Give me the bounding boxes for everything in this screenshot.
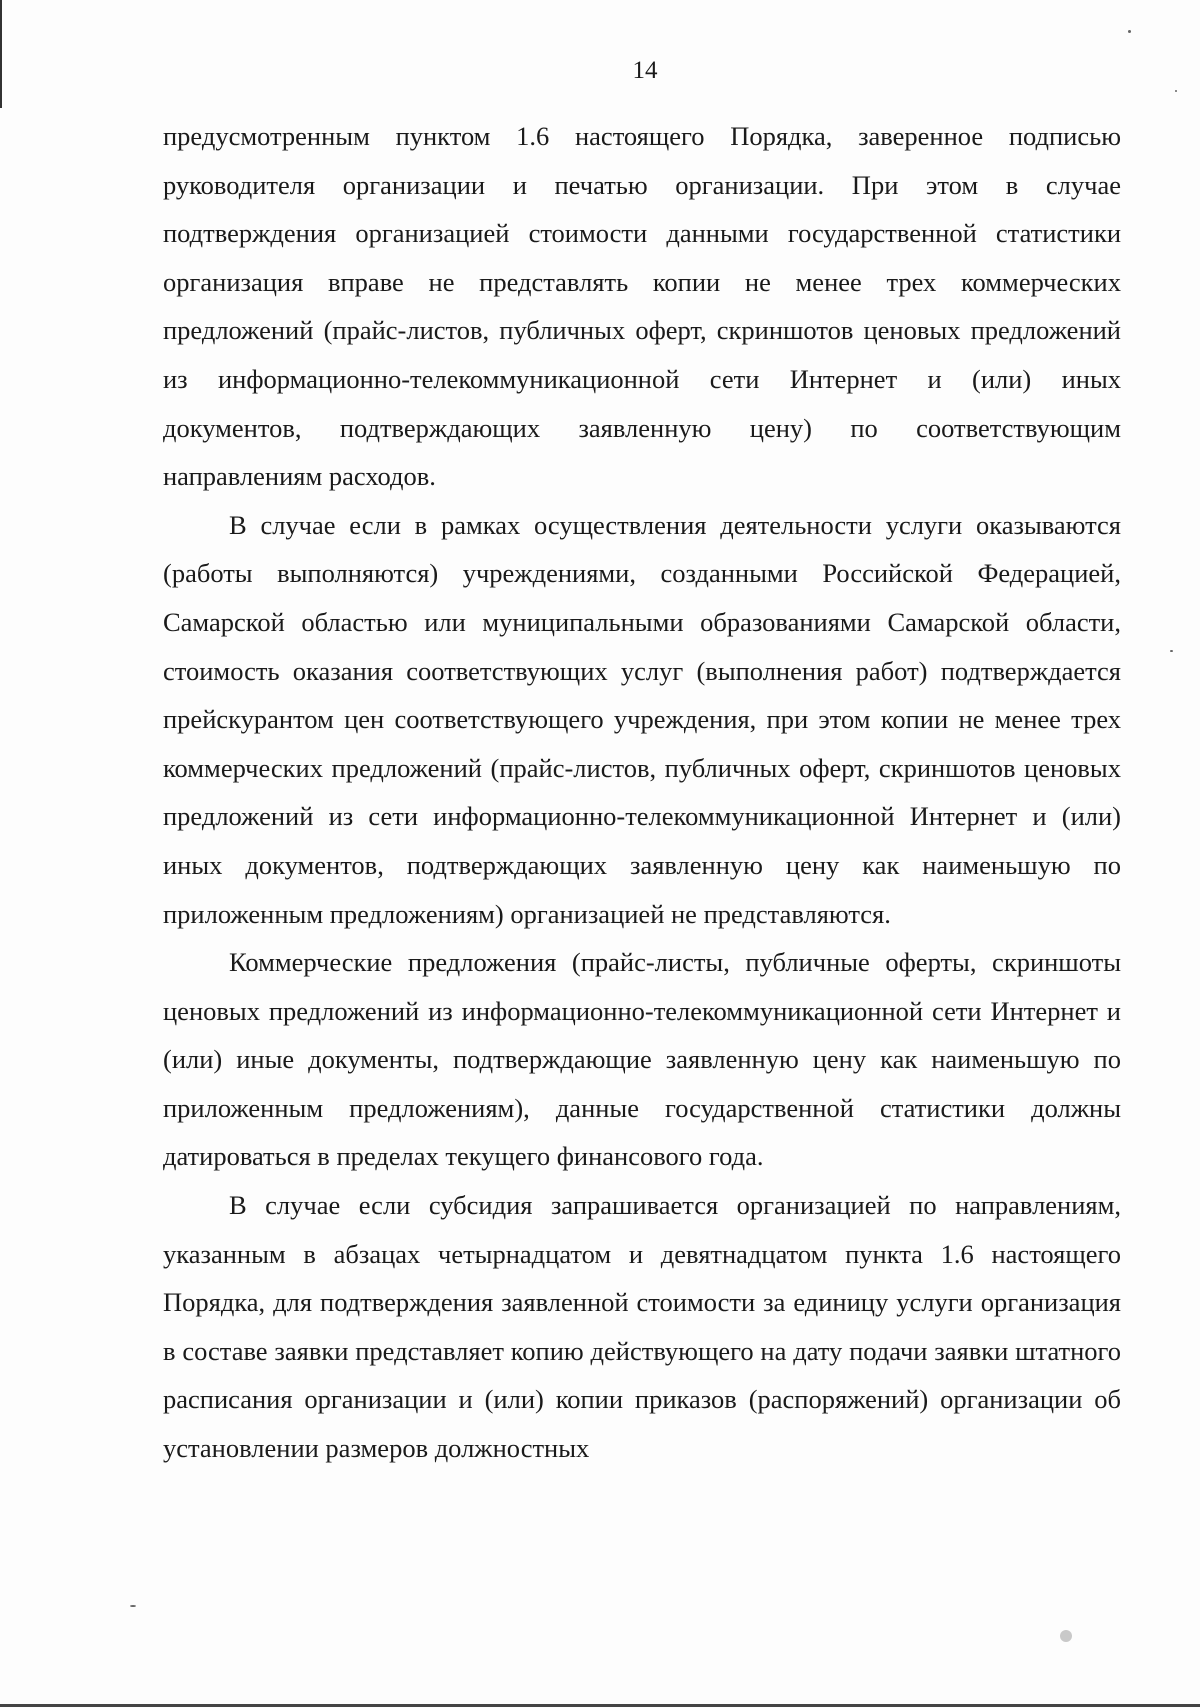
scan-speck [1128, 30, 1131, 33]
scan-speck [1170, 650, 1173, 652]
paragraph-2: В случае если в рамках осуществления деятельности услуги оказываются (работы выполняются) учреждениями, созданными Российской Федерацией, Самарской областью или муниципальными образованиями Самарской области, стоимость оказания соответствующих услуг (выполнения работ) подтверждается прейскурантом цен соответствующего учреждения, при этом копии не менее трех коммерческих предложений (прайс-листов, публичных оферт, скриншотов ценовых предложений из сети информационно-телекоммуникационной Интернет и (или) иных документов, подтверждающих заявленную цену как наименьшую по приложенным предложениям) организацией не представляются. [163, 509, 1121, 929]
scan-speck [130, 1605, 136, 1607]
paragraph-1: предусмотренным пунктом 1.6 настоящего Порядка, заверенное подписью руководителя организации и печатью организации. При этом в случае подтверждения организацией стоимости данными государственной статистики организация вправе не представлять копии не менее трех коммерческих предложений (прайс-листов, публичных оферт, скриншотов ценовых предложений из информационно-телекоммуникационной сети Интернет и (или) иных документов, подтверждающих заявленную цену) по соответствующим направлениям расходов. [163, 121, 1121, 492]
page-number: 14 [632, 57, 658, 84]
document-body [163, 112, 1121, 1473]
scan-edge-left [0, 0, 2, 108]
scan-edge-bottom [0, 1704, 1200, 1707]
paragraph-4: В случае если субсидия запрашивается организацией по направлениям, указанным в абзацах четырнадцатом и девятнадцатом пункта 1.6 настоящего Порядка, для подтверждения заявленной стоимости за единицу услуги организация в составе заявки представляет копию действующего на дату подачи заявки штатного расписания организации и (или) копии приказов (распоряжений) организации об установлении размеров должностных [163, 1190, 1121, 1464]
paragraph-3: Коммерческие предложения (прайс-листы, публичные оферты, скриншоты ценовых предложений из информационно-телекоммуникационной сети Интернет и (или) иные документы, подтверждающие заявленную цену как наименьшую по приложенным предложениям), данные государственной статистики должны датироваться в пределах текущего финансового года. [163, 947, 1121, 1172]
scan-speck [1175, 90, 1177, 92]
scan-speck [1060, 1630, 1072, 1642]
